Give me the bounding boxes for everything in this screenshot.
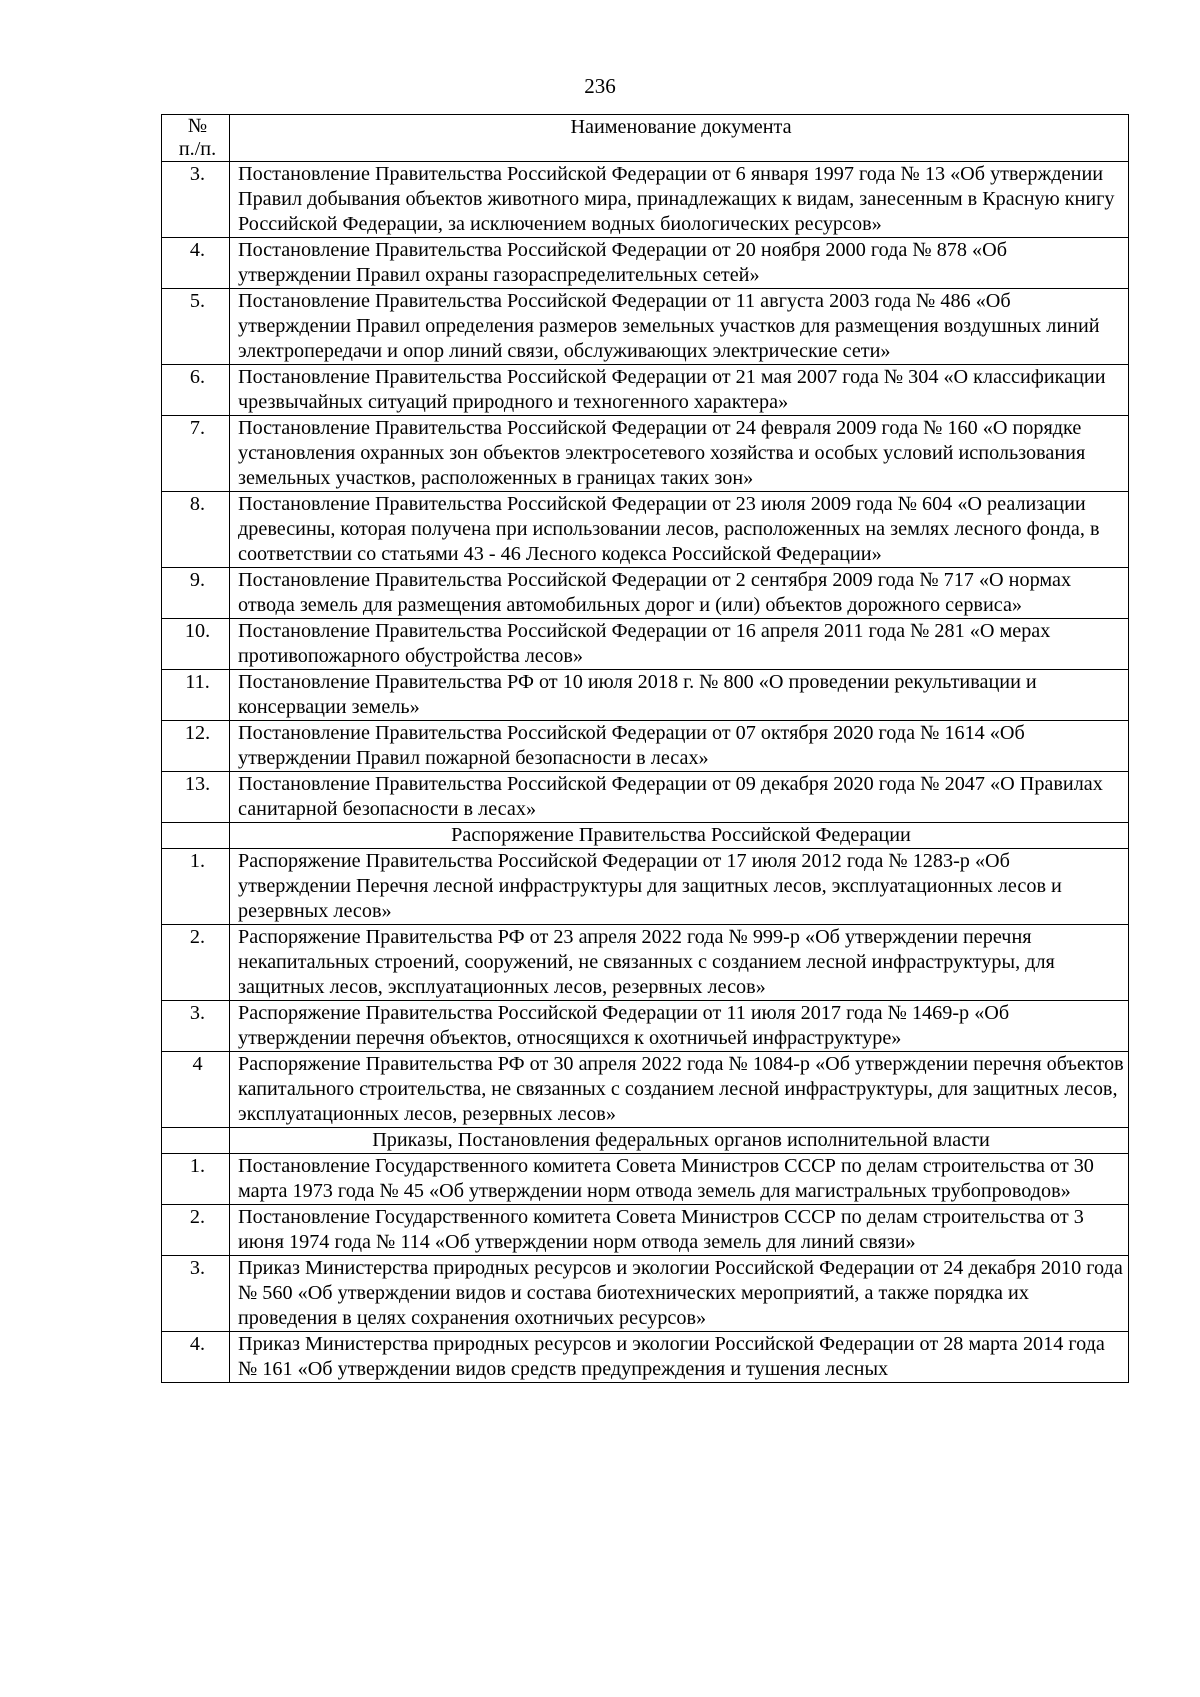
table-row: [162, 721, 1129, 772]
table-header-row: [162, 115, 1129, 162]
header-title-cell: Наименование документа: [230, 115, 1129, 162]
table-row: [162, 365, 1129, 416]
row-number: 8.: [162, 492, 230, 568]
section-heading: Приказы, Постановления федеральных органов исполнительной власти: [230, 1128, 1129, 1154]
table-row: [162, 1256, 1129, 1332]
table-row: [162, 849, 1129, 925]
section-row: [162, 1128, 1129, 1154]
row-number: 13.: [162, 772, 230, 823]
document-title: Приказ Министерства природных ресурсов и экологии Российской Федерации от 24 декабря 2010 года № 560 «Об утверждении видов и состава биотехнических мероприятий, а также порядка их проведения в целях сохранения охотничьих ресурсов»: [230, 1256, 1129, 1332]
row-number: 11.: [162, 670, 230, 721]
document-title: Распоряжение Правительства РФ от 30 апреля 2022 года № 1084-р «Об утверждении перечня объектов капитального строительства, не связанных с созданием лесной инфраструктуры, для защитных лесов, эксплуатационных лесов, резервных лесов»: [230, 1052, 1129, 1128]
document-title: Распоряжение Правительства Российской Федерации от 11 июля 2017 года № 1469-р «Об утверждении перечня объектов, относящихся к охотничьей инфраструктуре»: [230, 1001, 1129, 1052]
row-number: 9.: [162, 568, 230, 619]
document-title: Постановление Правительства Российской Федерации от 16 апреля 2011 года № 281 «О мерах противопожарного обустройства лесов»: [230, 619, 1129, 670]
row-number: 2.: [162, 1205, 230, 1256]
document-title: Постановление Государственного комитета Совета Министров СССР по делам строительства от 30 марта 1973 года № 45 «Об утверждении норм отвода земель для магистральных трубопроводов»: [230, 1154, 1129, 1205]
row-number: 2.: [162, 925, 230, 1001]
row-number: 4: [162, 1052, 230, 1128]
document-title: Постановление Правительства Российской Федерации от 09 декабря 2020 года № 2047 «О Правилах санитарной безопасности в лесах»: [230, 772, 1129, 823]
table-row: [162, 1154, 1129, 1205]
document-title: Постановление Правительства Российской Федерации от 20 ноября 2000 года № 878 «Об утверждении Правил охраны газораспределительных сетей»: [230, 238, 1129, 289]
table-row: [162, 619, 1129, 670]
document-title: Постановление Правительства Российской Федерации от 07 октября 2020 года № 1614 «Об утверждении Правил пожарной безопасности в лесах»: [230, 721, 1129, 772]
section-heading: Распоряжение Правительства Российской Федерации: [230, 823, 1129, 849]
document-title: Постановление Правительства Российской Федерации от 23 июля 2009 года № 604 «О реализации древесины, которая получена при использовании лесов, расположенных на землях лесного фонда, в соответствии со статьями 43 - 46 Лесного кодекса Российской Федерации»: [230, 492, 1129, 568]
header-number-cell: [162, 115, 230, 162]
row-number: [162, 823, 230, 849]
row-number: 4.: [162, 238, 230, 289]
table-row: [162, 772, 1129, 823]
header-number-sign: №: [187, 115, 208, 137]
document-title: Приказ Министерства природных ресурсов и экологии Российской Федерации от 28 марта 2014 года № 161 «Об утверждении видов средств предупреждения и тушения лесных: [230, 1332, 1129, 1383]
row-number: 3.: [162, 1001, 230, 1052]
document-title: Постановление Правительства РФ от 10 июля 2018 г. № 800 «О проведении рекультивации и консервации земель»: [230, 670, 1129, 721]
table-row: [162, 289, 1129, 365]
row-number: 5.: [162, 289, 230, 365]
row-number: 1.: [162, 1154, 230, 1205]
table-row: [162, 416, 1129, 492]
table-row: [162, 925, 1129, 1001]
table-body: [162, 162, 1129, 1383]
document-title: Постановление Правительства Российской Федерации от 11 августа 2003 года № 486 «Об утверждении Правил определения размеров земельных участков для размещения воздушных линий электропередачи и опор линий связи, обслуживающих электрические сети»: [230, 289, 1129, 365]
row-number: 7.: [162, 416, 230, 492]
header-number-abbr: п./п.: [178, 138, 217, 160]
document-title: Постановление Правительства Российской Федерации от 2 сентября 2009 года № 717 «О нормах отвода земель для размещения автомобильных дорог и (или) объектов дорожного сервиса»: [230, 568, 1129, 619]
row-number: 1.: [162, 849, 230, 925]
page-number: 236: [584, 74, 616, 98]
row-number: 12.: [162, 721, 230, 772]
document-title: Постановление Правительства Российской Федерации от 6 января 1997 года № 13 «Об утверждении Правил добывания объектов животного мира, принадлежащих к видам, занесенным в Красную книгу Российской Федерации, за исключением водных биологических ресурсов»: [230, 162, 1129, 238]
table-row: [162, 1001, 1129, 1052]
document-title: Постановление Правительства Российской Федерации от 21 мая 2007 года № 304 «О классификации чрезвычайных ситуаций природного и техногенного характера»: [230, 365, 1129, 416]
document-title: Распоряжение Правительства РФ от 23 апреля 2022 года № 999-р «Об утверждении перечня некапитальных строений, сооружений, не связанных с созданием лесной инфраструктуры, для защитных лесов, эксплуатационных лесов, резервных лесов»: [230, 925, 1129, 1001]
document-title: Постановление Государственного комитета Совета Министров СССР по делам строительства от 3 июня 1974 года № 114 «Об утверждении норм отвода земель для линий связи»: [230, 1205, 1129, 1256]
row-number: 3.: [162, 1256, 230, 1332]
table-row: [162, 492, 1129, 568]
row-number: [162, 1128, 230, 1154]
row-number: 4.: [162, 1332, 230, 1383]
section-row: [162, 823, 1129, 849]
table-row: [162, 162, 1129, 238]
row-number: 10.: [162, 619, 230, 670]
document-title: Постановление Правительства Российской Федерации от 24 февраля 2009 года № 160 «О порядке установления охранных зон объектов электросетевого хозяйства и особых условий использования земельных участков, расположенных в границах таких зон»: [230, 416, 1129, 492]
table-row: [162, 568, 1129, 619]
table-row: [162, 670, 1129, 721]
table-row: [162, 1052, 1129, 1128]
row-number: 3.: [162, 162, 230, 238]
documents-table: [161, 114, 1129, 1383]
table-row: [162, 1205, 1129, 1256]
table-row: [162, 1332, 1129, 1383]
row-number: 6.: [162, 365, 230, 416]
table-row: [162, 238, 1129, 289]
document-title: Распоряжение Правительства Российской Федерации от 17 июля 2012 года № 1283-р «Об утверждении Перечня лесной инфраструктуры для защитных лесов, эксплуатационных лесов и резервных лесов»: [230, 849, 1129, 925]
